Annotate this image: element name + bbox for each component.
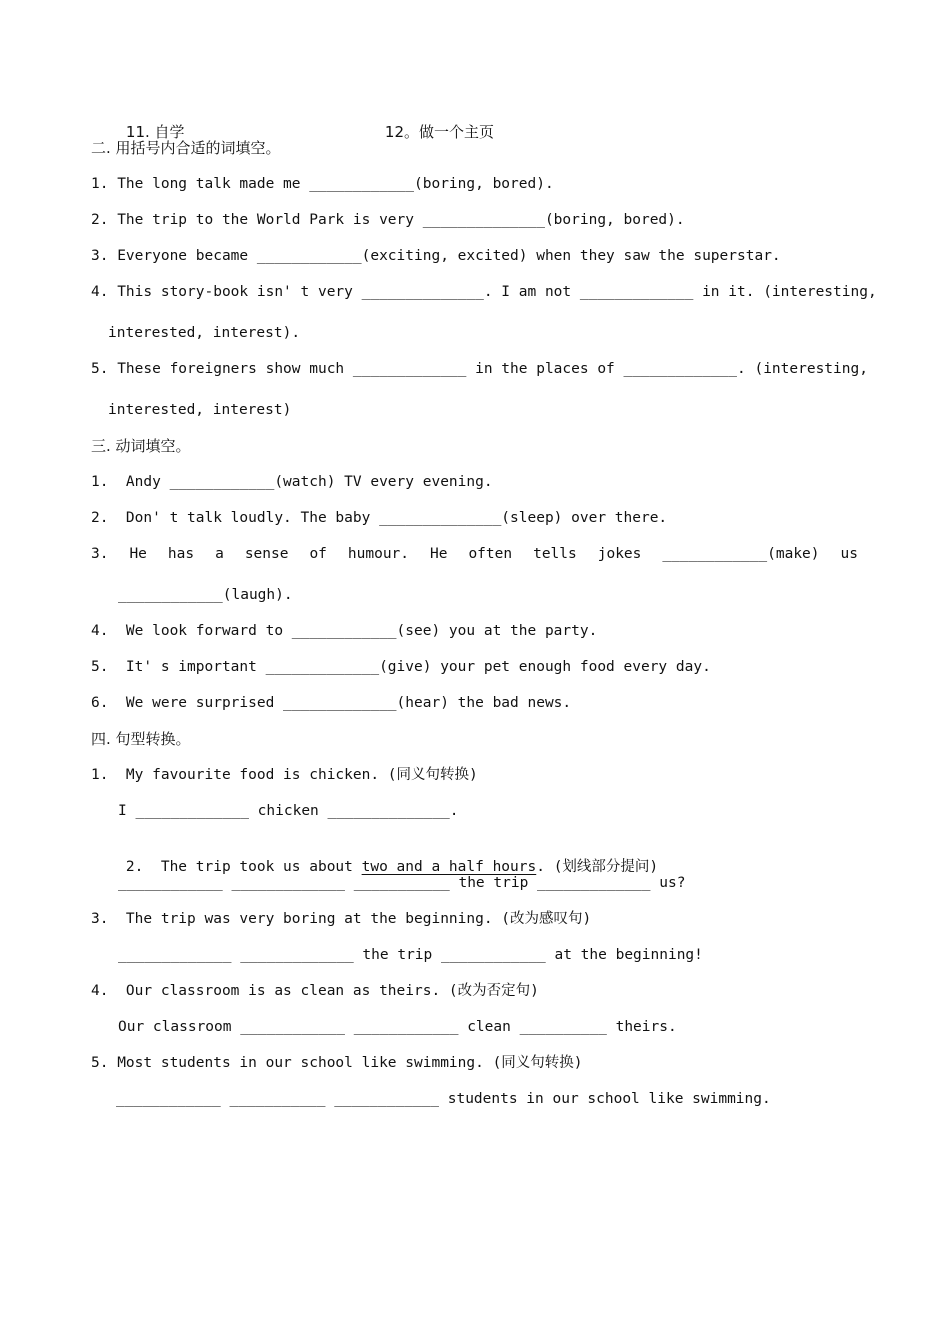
s3-q3-word: us	[840, 546, 858, 562]
s3-question-1: 1. Andy ____________(watch) TV every evening.	[91, 474, 493, 490]
s4-question-3: 3. The trip was very boring at the beginning. (改为感叹句)	[91, 911, 592, 927]
s2-question-3: 3. Everyone became ____________(exciting, excited) when they saw the superstar.	[91, 248, 781, 264]
s3-q3-word: ____________(make)	[662, 546, 820, 562]
s4-q2-post: . (划线部分提问)	[536, 859, 659, 875]
s2-question-5: 5. These foreigners show much _____________ in the places of _____________. (interesting,	[91, 361, 868, 377]
s3-question-6: 6. We were surprised _____________(hear) the bad news.	[91, 695, 572, 711]
s3-question-5: 5. It' s important _____________(give) your pet enough food every day.	[91, 659, 711, 675]
s4-question-5: 5. Most students in our school like swimming. (同义句转换)	[91, 1055, 583, 1071]
s3-question-2: 2. Don' t talk loudly. The baby ______________(sleep) over there.	[91, 510, 668, 526]
s3-q3-word: has	[167, 546, 195, 562]
s3-q3-word: He	[129, 546, 147, 562]
s4-question-1: 1. My favourite food is chicken. (同义句转换)	[91, 767, 478, 783]
s3-question-3-cont: ____________(laugh).	[118, 587, 293, 603]
s4-answer-5: ____________ ___________ ____________ students in our school like swimming.	[116, 1091, 771, 1107]
s3-q3-word: of	[309, 546, 327, 562]
s2-question-4: 4. This story-book isn' t very ______________. I am not _____________ in it. (interesting,	[91, 284, 877, 300]
s4-answer-3: _____________ _____________ the trip ____________ at the beginning!	[118, 947, 703, 963]
vocab-item-11: 11. 自学	[125, 123, 185, 141]
s4-q2-underlined: two and a half hours	[361, 859, 537, 875]
section-4-heading: 四. 句型转换。	[91, 730, 191, 748]
section-3-heading: 三. 动词填空。	[91, 437, 191, 455]
s3-question-3	[91, 544, 858, 564]
s4-q2-pre: 2. The trip took us about	[125, 859, 362, 875]
s2-question-1: 1. The long talk made me ____________(boring, bored).	[91, 176, 554, 192]
s3-question-4: 4. We look forward to ____________(see) you at the party.	[91, 623, 598, 639]
s3-q3-word: jokes	[597, 546, 642, 562]
s4-question-4: 4. Our classroom is as clean as theirs. (改为否定句)	[91, 983, 539, 999]
s4-answer-2: ____________ _____________ ___________ the trip _____________ us?	[118, 875, 686, 891]
s3-q3-word: tells	[533, 546, 577, 562]
s3-q3-word: He	[430, 546, 448, 562]
s2-question-2: 2. The trip to the World Park is very ______________(boring, bored).	[91, 212, 685, 228]
s2-question-5-cont: interested, interest)	[108, 402, 292, 418]
s4-answer-1: I _____________ chicken ______________.	[118, 803, 459, 819]
s3-q3-word: sense	[244, 546, 289, 562]
s3-q3-word: often	[468, 546, 513, 562]
s3-q3-word: a	[215, 546, 224, 562]
s3-q3-word: 3.	[91, 546, 109, 562]
section-2-heading: 二. 用括号内合适的词填空。	[91, 139, 281, 157]
s2-question-4-cont: interested, interest).	[108, 325, 301, 341]
s3-q3-word: humour.	[347, 546, 410, 562]
vocab-row-right	[350, 102, 494, 163]
s4-answer-4: Our classroom ____________ ____________ clean __________ theirs.	[118, 1019, 677, 1035]
vocab-item-12: 12。做一个主页	[384, 123, 495, 141]
